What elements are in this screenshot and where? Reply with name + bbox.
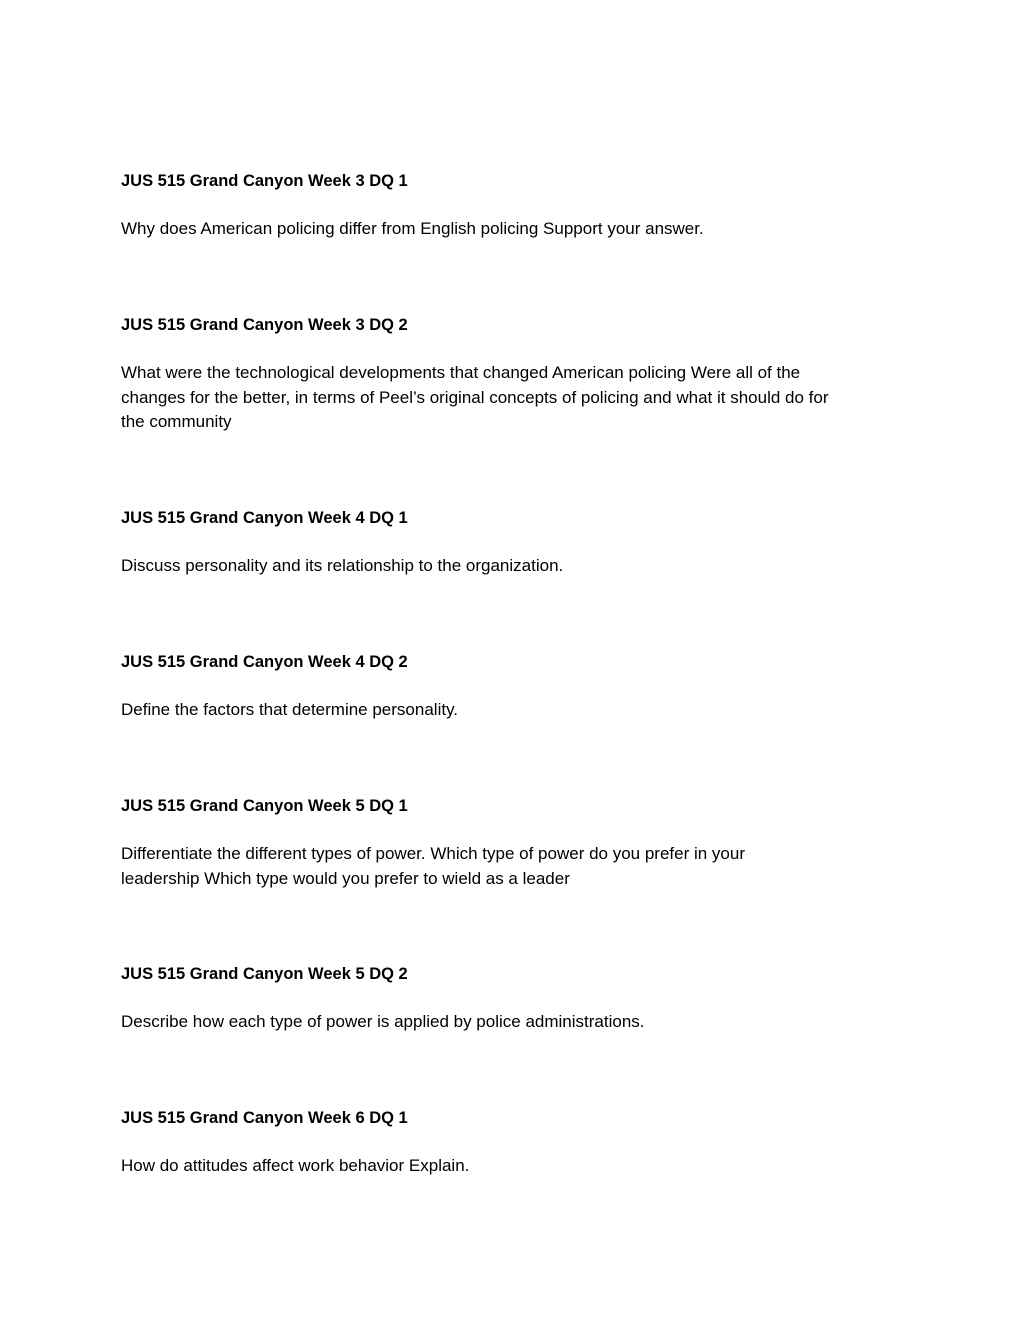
dq-section — [121, 169, 911, 238]
section-body — [121, 217, 911, 242]
dq-section — [121, 650, 911, 719]
section-body — [121, 554, 911, 579]
section-heading: JUS 515 Grand Canyon Week 4 DQ 1 — [121, 509, 408, 527]
body-line: leadership Which type would you prefer to wield as a leader — [121, 868, 570, 888]
dq-section — [121, 794, 911, 888]
body-line: changes for the better, in terms of Peel’s original concepts of policing and what it should do for — [121, 387, 829, 407]
section-heading: JUS 515 Grand Canyon Week 5 DQ 1 — [121, 797, 408, 815]
section-body — [121, 842, 911, 891]
dq-section — [121, 506, 911, 575]
body-line: Describe how each type of power is applied by police administrations. — [121, 1012, 645, 1031]
section-body — [121, 1010, 911, 1035]
body-line: Define the factors that determine personality. — [121, 700, 459, 719]
body-line: Discuss personality and its relationship to the organization. — [121, 556, 564, 575]
body-line: How do attitudes affect work behavior Explain. — [121, 1156, 470, 1175]
body-line: Why does American policing differ from English policing Support your answer. — [121, 219, 704, 238]
section-heading: JUS 515 Grand Canyon Week 5 DQ 2 — [121, 965, 408, 983]
body-line: What were the technological developments that changed American policing Were all of the — [121, 363, 801, 382]
section-heading: JUS 515 Grand Canyon Week 6 DQ 1 — [121, 1109, 408, 1127]
dq-section — [121, 313, 911, 431]
section-body — [121, 361, 911, 435]
section-heading: JUS 515 Grand Canyon Week 4 DQ 2 — [121, 653, 408, 671]
section-heading: JUS 515 Grand Canyon Week 3 DQ 1 — [121, 172, 408, 190]
section-heading: JUS 515 Grand Canyon Week 3 DQ 2 — [121, 316, 408, 334]
section-body — [121, 1154, 911, 1179]
dq-section — [121, 962, 911, 1031]
body-line: Differentiate the different types of power. Which type of power do you prefer in your — [121, 844, 745, 863]
section-body — [121, 698, 911, 723]
dq-section — [121, 1106, 911, 1175]
body-line: the community — [121, 412, 232, 431]
